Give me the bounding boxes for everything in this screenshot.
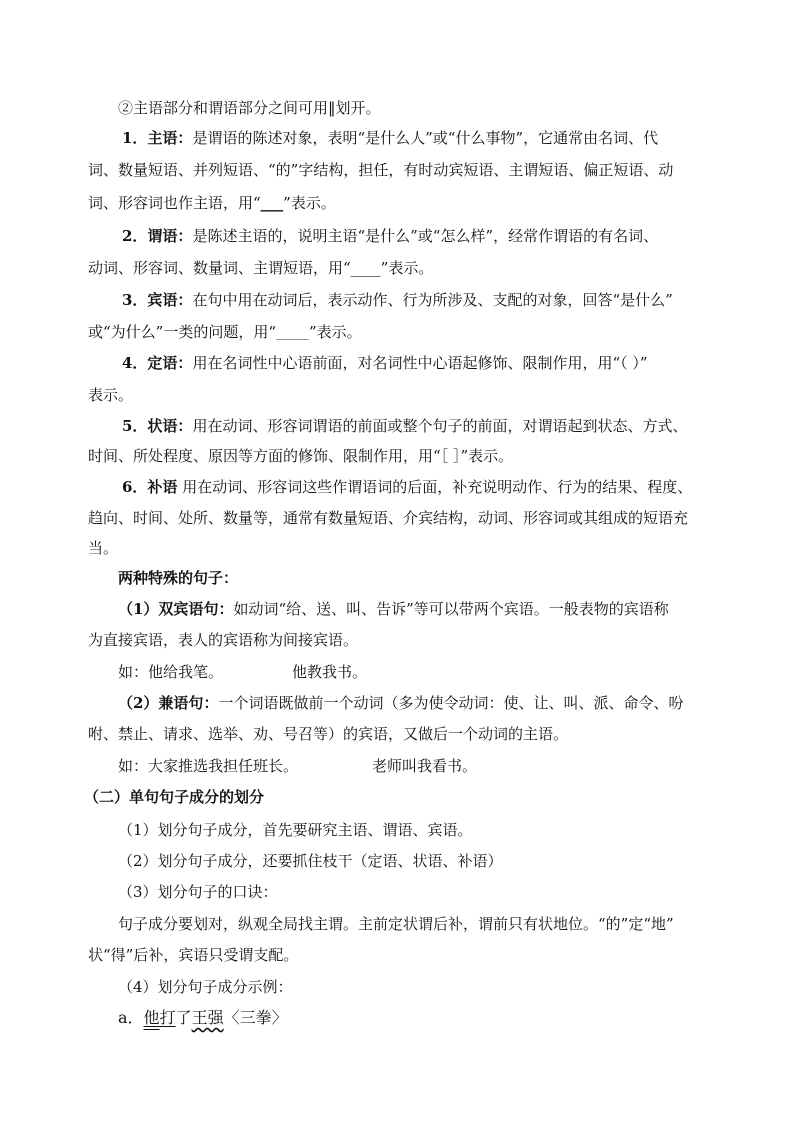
term-attribute: 4．定语： (122, 354, 193, 372)
object-definition-line-1: 3．宾语：在句中用在动词后，表示动作、行为所涉及、支配的对象，回答“是什么” (122, 291, 673, 309)
section2-step-2: （2）划分句子成分，还要抓住枝干（定语、状语、补语） (118, 852, 503, 870)
pivot-sentence-line-1: （2）兼语句：一个词语既做前一个动词（多为使令动词：使、让、叫、派、命令、吩 (118, 694, 684, 712)
subject-definition-line-1: 1．主语：是谓语的陈述对象，表明“是什么人”或“什么事物”，它通常由名词、代 (122, 129, 659, 147)
analysis-example (118, 1008, 288, 1028)
object-mark: ______ (276, 327, 310, 340)
rhyme-line-1: 句子成分要划对，纵观全局找主谓。主前定状谓后补，谓前只有状地位。“的”定“地” (118, 915, 674, 933)
predicate-mark: ____ (350, 259, 381, 277)
term-double-object: （1）双宾语句： (118, 600, 234, 618)
predicate-definition-line-1: 2．谓语：是陈述主语的，说明主语“是什么”或“怎么样”，经常作谓语的有名词、 (122, 227, 659, 245)
complement-definition-line-3: 当。 (88, 539, 119, 557)
subject-mark: ___ (260, 194, 284, 212)
example-particle: 了 (175, 1008, 192, 1027)
section2-step-3: （3）划分句子的口诀： (118, 883, 278, 901)
note-line: ②主语部分和谓语部分之间可用‖划开。 (118, 99, 381, 117)
pivot-sentence-example-b: 老师叫我看书。 (372, 757, 478, 775)
double-object-example-a: 如：他给我笔。 (118, 663, 224, 681)
attribute-definition-line-2: 表示。 (88, 386, 134, 404)
double-object-example-b: 他教我书。 (292, 663, 368, 681)
example-subject: 他 (143, 1008, 160, 1027)
adverbial-definition-line-1: 5．状语：用在动词、形容词谓语的前面或整个句子的前面，对谓语起到状态、方式、 (122, 417, 688, 435)
rhyme-line-2: 状“得”后补，宾语只受谓支配。 (88, 946, 299, 964)
section2-step-1: （1）划分句子成分，首先要研究主语、谓语、宾语。 (118, 821, 473, 839)
term-complement: 6．补语 (122, 478, 178, 496)
complement-definition-line-2: 趋向、时间、处所、数量等，通常有数量短语、介宾结构，动词、形容词或其组成的短语充 (88, 509, 689, 527)
term-adverbial: 5．状语： (122, 417, 193, 435)
term-predicate: 2．谓语： (122, 227, 193, 245)
object-definition-line-2: 或“为什么”一类的问题，用“______”表示。 (88, 323, 362, 341)
subject-definition-line-3: 词、形容词也作主语，用“___”表示。 (88, 194, 336, 212)
example-verb: 打 (159, 1008, 176, 1027)
example-complement: 〈三拳〉 (223, 1008, 288, 1027)
section2-heading: （二）单句句子成分的划分 (84, 788, 265, 806)
section2-step-4: （4）划分句子成分示例： (118, 978, 293, 996)
pivot-sentence-line-2: 咐、禁止、请求、选举、劝、号召等）的宾语，又做后一个动词的主语。 (88, 725, 569, 743)
complement-definition-line-1: 6．补语 用在动词、形容词这些作谓语词的后面，补充说明动作、行为的结果、程度、 (122, 478, 693, 496)
example-prefix: a． (118, 1008, 144, 1027)
pivot-sentence-example-a: 如：大家推选我担任班长。 (118, 757, 299, 775)
double-object-line-1: （1）双宾语句：如动词“给、送、叫、告诉”等可以带两个宾语。一般表物的宾语称 (118, 600, 669, 618)
predicate-definition-line-2: 动词、形容词、数量词、主谓短语，用“____”表示。 (88, 259, 434, 277)
special-sentences-heading: 两种特殊的句子： (118, 569, 239, 587)
adverbial-definition-line-2: 时间、所处程度、原因等方面的修饰、限制作用，用“［ ］”表示。 (88, 447, 514, 465)
subject-definition-line-2: 词、数量短语、并列短语、“的”字结构，担任，有时动宾短语、主谓短语、偏正短语、动 (88, 161, 674, 179)
example-object: 王强 (191, 1008, 224, 1027)
term-subject: 1．主语： (122, 129, 193, 147)
attribute-definition-line-1: 4．定语：用在名词性中心语前面，对名词性中心语起修饰、限制作用，用“（ ）” (122, 354, 648, 372)
term-pivot-sentence: （2）兼语句： (118, 694, 219, 712)
term-object: 3．宾语： (122, 291, 193, 309)
double-object-line-2: 为直接宾语，表人的宾语称为间接宾语。 (88, 631, 359, 649)
